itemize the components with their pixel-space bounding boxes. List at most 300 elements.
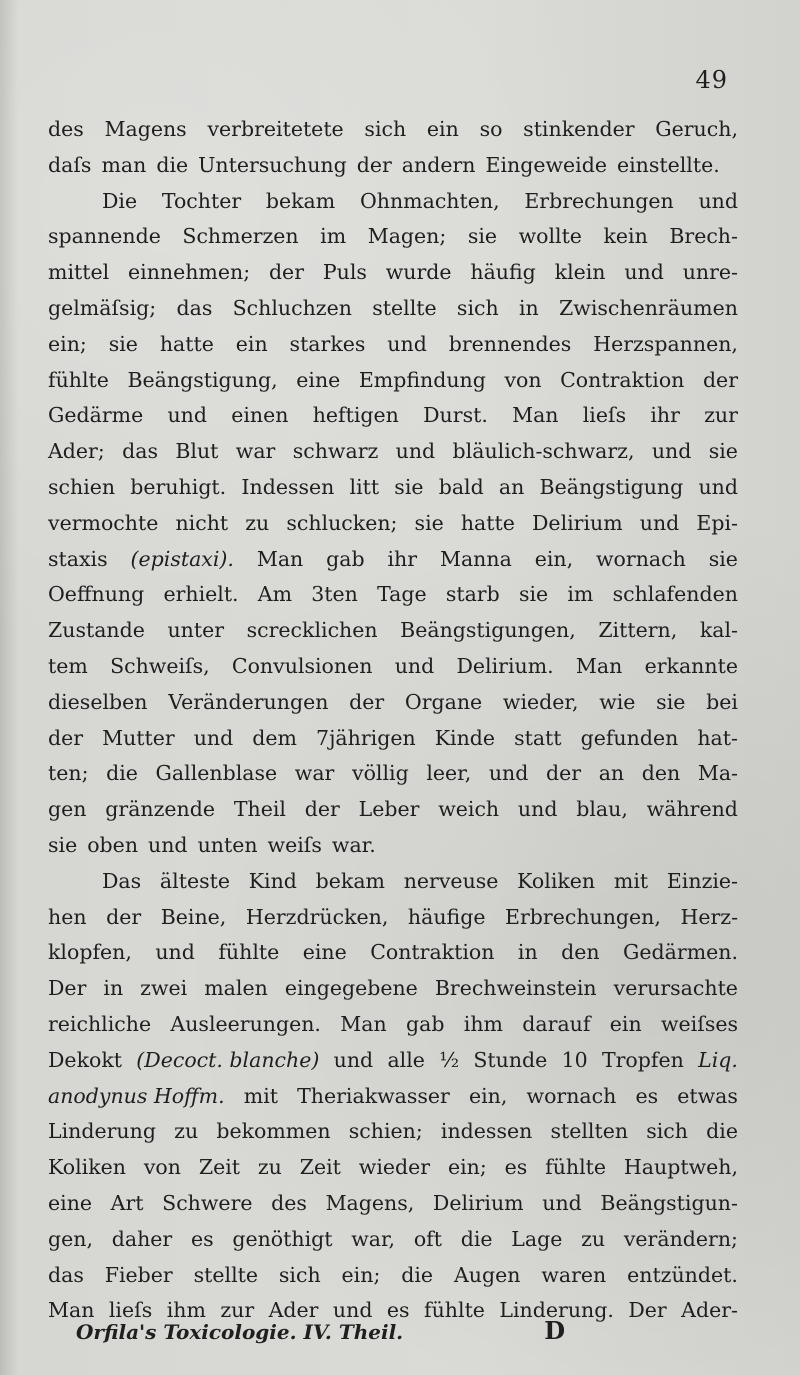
word: unter xyxy=(167,618,225,643)
word: es xyxy=(190,1226,214,1251)
word: klopfen, xyxy=(48,940,132,965)
word: den xyxy=(641,761,681,786)
word: sie xyxy=(656,689,686,714)
word: gen xyxy=(48,797,87,822)
text-line xyxy=(48,971,738,1007)
word: Delirium xyxy=(532,510,623,535)
word: schien; xyxy=(348,1119,423,1144)
text-line xyxy=(48,900,738,936)
word: Hauptweh, xyxy=(623,1155,738,1180)
word: brennendes xyxy=(448,331,572,356)
text-line xyxy=(48,434,738,470)
word: entzündet. xyxy=(627,1262,738,1287)
word: Herzspannen, xyxy=(593,331,738,356)
word: gränzende xyxy=(105,797,216,822)
text-line xyxy=(48,756,738,792)
word: weiſs xyxy=(267,832,322,857)
text-line xyxy=(48,327,738,363)
word: man xyxy=(101,152,147,177)
word: Tropfen xyxy=(601,1047,684,1072)
word: schwarz xyxy=(292,439,379,464)
word: ihr xyxy=(650,403,680,428)
word: erkannte xyxy=(644,653,738,678)
word: einstellte. xyxy=(616,152,720,177)
word: und xyxy=(698,474,738,499)
word: das xyxy=(48,1262,84,1287)
word: sie xyxy=(467,224,498,249)
word: stellte xyxy=(193,1262,258,1287)
word: wornach xyxy=(526,1083,617,1108)
word: (epistaxi). xyxy=(130,546,234,571)
word: oft xyxy=(413,1226,442,1251)
word: Einzie- xyxy=(666,868,738,893)
word: Theil xyxy=(233,797,286,822)
word: gelmäſsig; xyxy=(48,295,157,320)
word: Koliken xyxy=(48,1155,126,1180)
word: sie xyxy=(394,474,424,499)
word: bekommen xyxy=(216,1119,331,1144)
text-line xyxy=(48,291,738,327)
word: in xyxy=(103,976,124,1001)
word: Herzdrücken, xyxy=(245,904,389,929)
word: weich xyxy=(438,797,500,822)
word: Magens, xyxy=(325,1190,415,1215)
word: wie xyxy=(599,689,636,714)
text-line xyxy=(48,255,738,291)
word: und xyxy=(155,940,195,965)
word: statt xyxy=(514,725,562,750)
word: der xyxy=(546,761,582,786)
word: Erbrechungen, xyxy=(505,904,661,929)
word: wieder, xyxy=(502,689,579,714)
word: Ader xyxy=(268,1298,319,1323)
word: Lage xyxy=(511,1226,563,1251)
word: lieſs xyxy=(108,1298,153,1323)
word: fühlte xyxy=(424,1298,485,1323)
word: verändern; xyxy=(623,1226,738,1251)
word: eingegebene xyxy=(284,976,418,1001)
word: Man xyxy=(575,653,623,678)
word: staxis xyxy=(48,546,108,571)
word: Am xyxy=(257,582,293,607)
word: Zustande xyxy=(48,618,145,643)
word: von xyxy=(143,1155,181,1180)
word: häufige xyxy=(407,904,486,929)
word: wieder xyxy=(358,1155,431,1180)
word: 3ten xyxy=(311,582,358,607)
word: sich xyxy=(456,295,499,320)
word: den xyxy=(561,940,600,965)
text-line xyxy=(48,864,738,900)
word: Fieber xyxy=(104,1262,173,1287)
word: verursachte xyxy=(613,976,738,1001)
word: und xyxy=(387,331,427,356)
word: Puls xyxy=(322,260,367,285)
text-line xyxy=(48,1079,738,1115)
word: lieſs xyxy=(582,403,627,428)
word: Ader; xyxy=(48,439,105,464)
word: genöthigt xyxy=(232,1226,333,1251)
word: oben xyxy=(87,832,139,857)
word: ten; xyxy=(48,761,89,786)
word: Herz- xyxy=(680,904,738,929)
word: unre- xyxy=(682,260,738,285)
word: mit xyxy=(613,868,649,893)
word: Convulsionen xyxy=(231,653,373,678)
word: erhielt. xyxy=(163,582,239,607)
word: bei xyxy=(706,689,738,714)
word: Kind xyxy=(248,868,297,893)
word: Delirium xyxy=(432,1190,524,1215)
word: Der xyxy=(48,976,87,1001)
word: Beängstigung, xyxy=(127,367,278,392)
word: zu xyxy=(245,510,270,535)
word: stinkender xyxy=(523,117,635,141)
word: und xyxy=(639,510,680,535)
word: Der xyxy=(628,1298,667,1323)
word: der xyxy=(48,725,84,750)
word: der xyxy=(106,904,142,929)
word: Beängstigung xyxy=(539,474,684,499)
word: Man xyxy=(512,403,559,428)
word: und xyxy=(698,188,738,213)
text-line xyxy=(48,184,738,220)
word: Stunde xyxy=(473,1047,548,1072)
word: Indessen xyxy=(241,474,335,499)
word: zu xyxy=(581,1226,606,1251)
word: an xyxy=(498,474,525,499)
word: und xyxy=(624,260,664,285)
word: unten xyxy=(197,832,258,857)
word: schlafenden xyxy=(612,582,738,607)
word: gab xyxy=(326,546,365,571)
word: und xyxy=(193,725,234,750)
word: Art xyxy=(110,1190,144,1215)
text-line xyxy=(48,1007,738,1043)
word: und xyxy=(333,1047,374,1072)
word: nicht xyxy=(175,510,229,535)
word: so xyxy=(479,117,503,141)
word: sie xyxy=(708,439,738,464)
text-line xyxy=(48,112,738,148)
word: kein xyxy=(603,224,648,249)
word: im xyxy=(320,224,347,249)
word: leer, xyxy=(426,761,472,786)
word: zur xyxy=(704,403,738,428)
word: daher xyxy=(111,1226,173,1251)
signature-title: Orfila's Toxicologie. IV. Theil. xyxy=(76,1320,404,1344)
word: die xyxy=(706,1119,738,1144)
word: vermochte xyxy=(48,510,159,535)
word: ihm xyxy=(166,1298,206,1323)
signature-mark: D xyxy=(544,1316,565,1345)
word: Contraktion xyxy=(370,940,495,965)
text-line xyxy=(48,1186,738,1222)
word: Durst. xyxy=(423,403,488,428)
word: eine xyxy=(48,1190,93,1215)
word: Gedärmen. xyxy=(623,940,738,965)
word: schien xyxy=(48,474,116,499)
word: nerveuse xyxy=(403,868,499,893)
word: zwei xyxy=(140,976,188,1001)
word: die xyxy=(401,1262,434,1287)
word: schlucken; xyxy=(286,510,398,535)
word: sie xyxy=(708,546,738,571)
word: mit xyxy=(243,1083,278,1108)
word: dem xyxy=(252,725,297,750)
word: Liq. xyxy=(698,1047,738,1072)
word: klein xyxy=(554,260,606,285)
word: ein; xyxy=(48,331,87,356)
word: Beängstigun- xyxy=(600,1190,738,1215)
word: Oeffnung xyxy=(48,582,145,607)
word: eine xyxy=(302,940,347,965)
word: Augen xyxy=(453,1262,521,1287)
text-line xyxy=(48,219,738,255)
word: tem xyxy=(48,653,88,678)
word: ein, xyxy=(534,546,574,571)
word: Gedärme xyxy=(48,403,144,428)
word: die xyxy=(156,152,189,177)
text-line xyxy=(48,1043,738,1079)
word: Geruch, xyxy=(655,117,738,141)
text-line xyxy=(48,792,738,828)
word: sie xyxy=(108,331,138,356)
word: Tage xyxy=(377,582,427,607)
word: Ausleerungen. xyxy=(170,1011,321,1036)
word: Zeit xyxy=(299,1155,341,1180)
text-line xyxy=(48,935,738,971)
word: malen xyxy=(204,976,268,1001)
word: mittel xyxy=(48,260,110,285)
text-line xyxy=(48,828,738,864)
word: ½ xyxy=(439,1047,460,1072)
word: in xyxy=(518,295,539,320)
word: der xyxy=(356,152,392,177)
word: starkes xyxy=(289,331,366,356)
word: alle xyxy=(387,1047,425,1072)
word: Theriakwasser xyxy=(297,1083,450,1108)
word: sie xyxy=(518,582,549,607)
word: ein, xyxy=(468,1083,508,1108)
word: Eingeweide xyxy=(485,152,607,177)
word: war xyxy=(235,439,276,464)
word: Magen; xyxy=(367,224,447,249)
word: es xyxy=(504,1155,528,1180)
word: andern xyxy=(401,152,476,177)
word: zu xyxy=(174,1119,199,1144)
word: hatte xyxy=(460,510,515,535)
text-line xyxy=(48,1222,738,1258)
word: indessen xyxy=(440,1119,533,1144)
word: fühlte xyxy=(218,940,280,965)
word: Organe xyxy=(404,689,483,714)
word: bekam xyxy=(265,188,336,213)
word: ein; xyxy=(341,1262,381,1287)
word: das xyxy=(176,295,213,320)
word: ein; xyxy=(447,1155,487,1180)
word: gefunden xyxy=(580,725,679,750)
word: zur xyxy=(220,1298,255,1323)
word: Zittern, xyxy=(598,618,678,643)
page-number: 49 xyxy=(695,66,728,94)
word: Manna xyxy=(439,546,512,571)
word: Das xyxy=(102,868,142,893)
text-line xyxy=(48,685,738,721)
word: ihm xyxy=(463,1011,503,1036)
word: ihr xyxy=(387,546,418,571)
word: sie xyxy=(48,832,78,857)
word: an xyxy=(598,761,625,786)
word: der xyxy=(702,367,738,392)
word: Beine, xyxy=(160,904,227,929)
word: Veränderungen xyxy=(168,689,329,714)
page-footer xyxy=(76,1316,565,1345)
word: starb xyxy=(445,582,500,607)
word: von xyxy=(504,367,542,392)
word: war, xyxy=(351,1226,396,1251)
word: Mutter xyxy=(102,725,175,750)
word: spannende xyxy=(48,224,161,249)
text-line xyxy=(48,542,738,578)
word: sich xyxy=(364,117,407,141)
word: dieselben xyxy=(48,689,148,714)
word: Ohnmachten, xyxy=(359,188,500,213)
word: sich xyxy=(278,1262,321,1287)
word: die xyxy=(106,761,138,786)
text-line xyxy=(48,649,738,685)
word: und xyxy=(332,1298,373,1323)
word: stellte xyxy=(372,295,437,320)
word: Delirium. xyxy=(456,653,554,678)
word: des xyxy=(271,1190,307,1215)
word: waren xyxy=(541,1262,607,1287)
word: einnehmen; xyxy=(128,260,251,285)
word: weiſses xyxy=(661,1011,738,1036)
word: bald xyxy=(438,474,484,499)
word: Man xyxy=(256,546,304,571)
word: Brechweinstein xyxy=(434,976,597,1001)
text-line xyxy=(48,721,738,757)
word: zu xyxy=(257,1155,282,1180)
word: völlig xyxy=(351,761,409,786)
text-line xyxy=(48,1258,738,1294)
word: war xyxy=(294,761,335,786)
word: etwas xyxy=(677,1083,738,1108)
text-line xyxy=(48,470,738,506)
word: Beängstigungen, xyxy=(400,618,576,643)
word: Ma- xyxy=(697,761,738,786)
word: und xyxy=(394,653,435,678)
word: Schmerzen xyxy=(182,224,299,249)
word: Zwischenräumen xyxy=(559,295,738,320)
word: eine xyxy=(296,367,341,392)
word: es xyxy=(386,1298,410,1323)
word: im xyxy=(567,582,594,607)
word: wornach xyxy=(596,546,686,571)
word: hat- xyxy=(697,725,738,750)
word: der xyxy=(304,797,340,822)
word: darauf xyxy=(522,1011,591,1036)
word: wurde xyxy=(385,260,452,285)
word: beruhigt. xyxy=(130,474,227,499)
word: litt xyxy=(349,474,380,499)
word: sie xyxy=(414,510,444,535)
word: verbreitetete xyxy=(207,117,344,141)
word: Magens xyxy=(104,117,187,141)
word: das xyxy=(122,439,158,464)
word: 10 xyxy=(561,1047,588,1072)
word: ein xyxy=(609,1011,642,1036)
word: der xyxy=(268,260,304,285)
text-line xyxy=(48,1150,738,1186)
word: war. xyxy=(331,832,376,857)
word: blau, xyxy=(576,797,628,822)
word: daſs xyxy=(48,152,92,177)
text-line xyxy=(48,1114,738,1150)
word: und xyxy=(167,403,207,428)
word: Man xyxy=(340,1011,387,1036)
word: Schluchzen xyxy=(232,295,352,320)
word: der xyxy=(349,689,385,714)
word: Epi- xyxy=(696,510,738,535)
word: es xyxy=(635,1083,659,1108)
word: Empfindung xyxy=(358,367,486,392)
word: Zeit xyxy=(198,1155,241,1180)
word: und xyxy=(542,1190,582,1215)
word: Schweiſs, xyxy=(110,653,210,678)
word: Tochter xyxy=(161,188,242,213)
word: ein xyxy=(426,117,459,141)
word: Gallenblase xyxy=(155,761,278,786)
word: Leber xyxy=(358,797,420,822)
word: kal- xyxy=(699,618,738,643)
word: und xyxy=(395,439,436,464)
text-line xyxy=(48,506,738,542)
word: in xyxy=(517,940,538,965)
word: hen xyxy=(48,904,87,929)
word: während xyxy=(646,797,738,822)
text-line xyxy=(48,613,738,649)
word: und xyxy=(148,832,188,857)
word: Dekokt xyxy=(48,1047,122,1072)
word: Kinde xyxy=(434,725,496,750)
word: fühlte xyxy=(48,367,109,392)
word: Blut xyxy=(175,439,219,464)
word: stellten xyxy=(550,1119,629,1144)
word: Ader- xyxy=(681,1298,738,1323)
word: 7jährigen xyxy=(316,725,416,750)
text-line xyxy=(48,398,738,434)
word: Erbrechungen xyxy=(524,188,674,213)
text-line xyxy=(48,577,738,613)
word: gen, xyxy=(48,1226,93,1251)
word: fühlte xyxy=(545,1155,607,1180)
word: und xyxy=(488,761,529,786)
word: Linderung. xyxy=(499,1298,614,1323)
word: häufig xyxy=(470,260,536,285)
word: reichliche xyxy=(48,1011,152,1036)
word: bläulich-schwarz, xyxy=(452,439,635,464)
text-line xyxy=(48,363,738,399)
word: (Decoct. blanche) xyxy=(136,1047,320,1072)
word: Brech- xyxy=(669,224,738,249)
word: Contraktion xyxy=(560,367,685,392)
word: Die xyxy=(102,188,138,213)
body-text xyxy=(48,112,738,1329)
word: sich xyxy=(646,1119,688,1144)
word: screcklichen xyxy=(246,618,378,643)
